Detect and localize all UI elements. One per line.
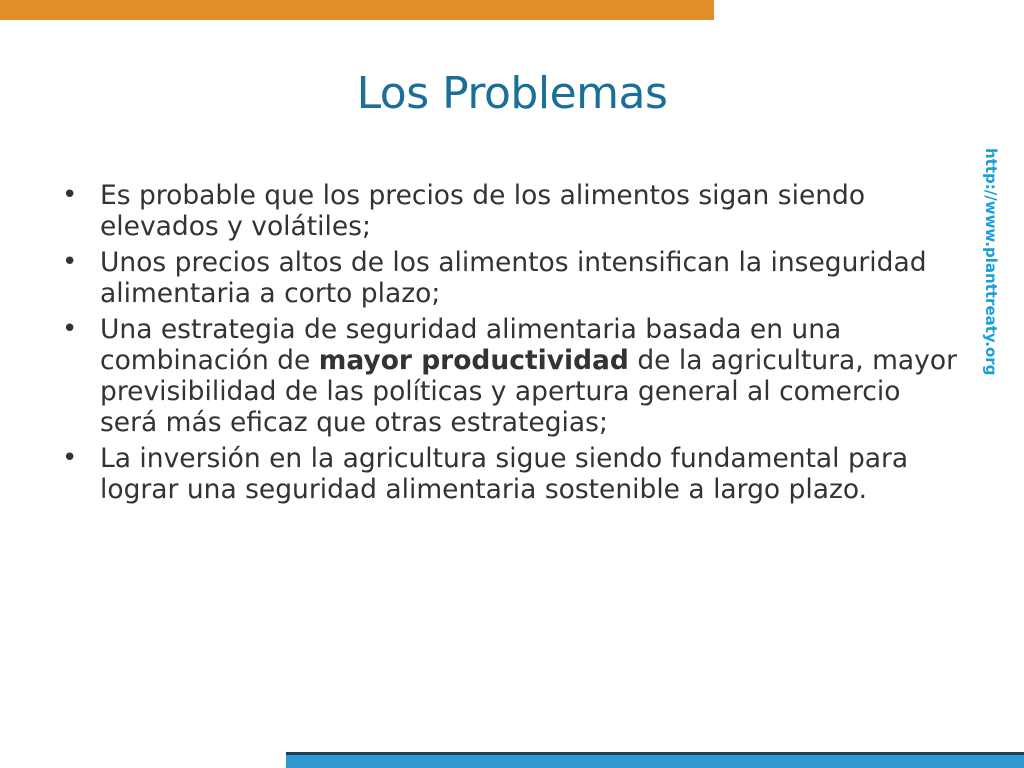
bullet-item [62,180,962,242]
bullet-text: Unos precios altos de los alimentos intensifican la inseguridad alimentaria a corto plazo; [100,247,927,309]
bullet-item [62,443,962,505]
bullet-text-after: de la agricultura, mayor previsibilidad de las políticas y apertura general al comercio será más eficaz que otras estrategias; [100,345,957,438]
top-accent-bar [0,0,714,20]
side-url-link[interactable]: http://www.planttreaty.org [982,148,1000,376]
bullet-dot-icon: • [62,314,78,344]
slide-title: Los Problemas [356,68,668,119]
bottom-accent-bar [286,752,1024,768]
bullet-dot-icon: • [62,180,78,210]
bullet-text: La inversión en la agricultura sigue siendo fundamental para lograr una seguridad alimentaria sostenible a largo plazo. [100,443,909,505]
bullet-dot-icon: • [62,443,78,473]
bullet-item [62,247,962,309]
bullet-text-emphasis: mayor productividad [318,345,629,376]
bullet-text-before: Una estrategia de seguridad alimentaria basada en una combinación de [100,314,842,376]
bullet-text: Es probable que los precios de los alimentos sigan siendo elevados y volátiles; [100,180,866,242]
bullet-list [62,180,962,510]
bullet-dot-icon: • [62,247,78,277]
bullet-item [62,314,962,438]
